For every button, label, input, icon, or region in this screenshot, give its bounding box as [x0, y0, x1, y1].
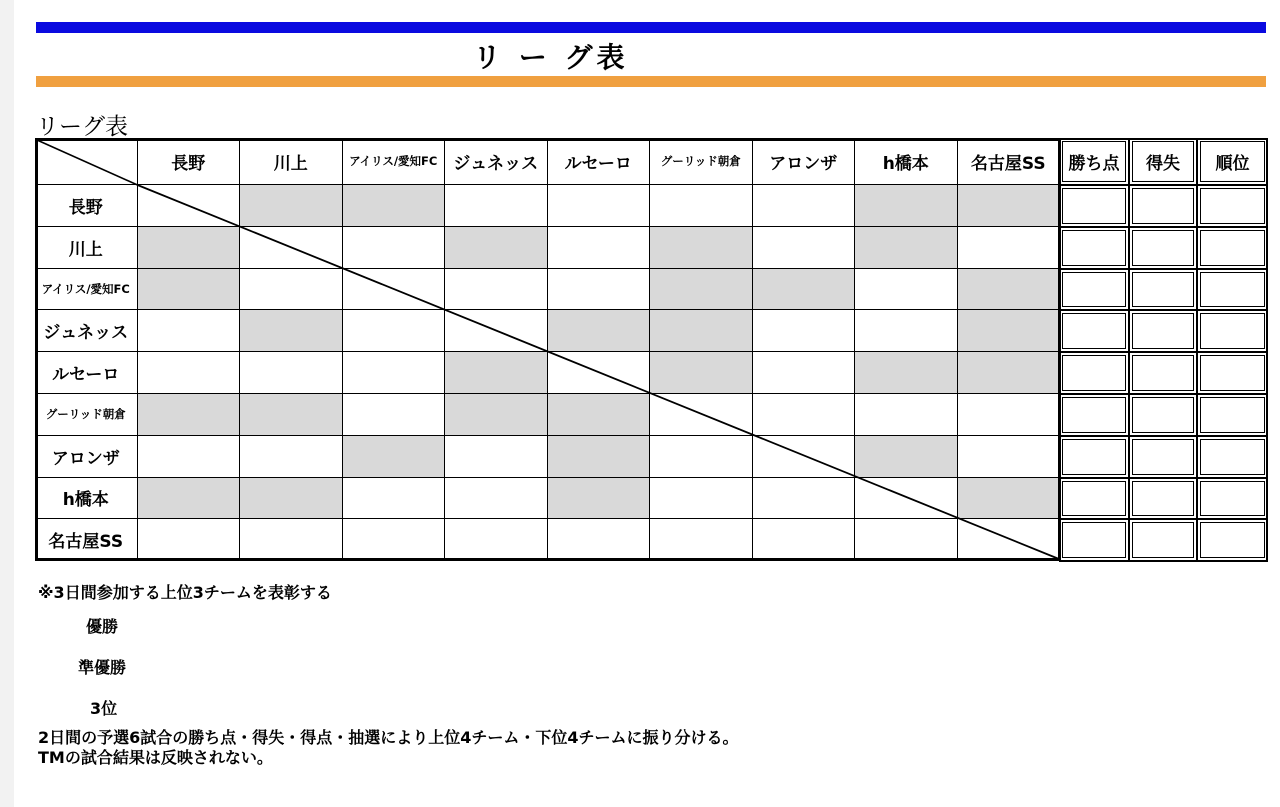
match-cell[interactable] [650, 185, 753, 227]
match-cell[interactable] [753, 436, 856, 478]
match-cell[interactable] [240, 519, 343, 561]
match-cell[interactable] [138, 269, 241, 311]
match-cell[interactable] [753, 269, 856, 311]
match-cell[interactable] [958, 519, 1061, 561]
match-cell[interactable] [138, 185, 241, 227]
column-header: ジュネッス [445, 138, 548, 185]
row-header: ジュネッス [35, 310, 138, 352]
match-cell[interactable] [240, 394, 343, 436]
table-caption: リーグ表 [36, 114, 128, 140]
stats-cell[interactable] [1197, 185, 1268, 227]
column-header: 川上 [240, 138, 343, 185]
stats-cell[interactable] [1059, 352, 1129, 394]
match-cell[interactable] [343, 269, 446, 311]
match-cell[interactable] [958, 269, 1061, 311]
match-cell[interactable] [240, 352, 343, 394]
match-cell[interactable] [343, 185, 446, 227]
match-cell[interactable] [240, 310, 343, 352]
stats-cell[interactable] [1129, 436, 1197, 478]
match-cell[interactable] [958, 436, 1061, 478]
row-header: 長野 [35, 185, 138, 227]
match-cell[interactable] [650, 269, 753, 311]
column-header: グーリッド朝倉 [650, 138, 753, 185]
stats-cell[interactable] [1197, 394, 1268, 436]
match-cell[interactable] [240, 436, 343, 478]
match-cell[interactable] [548, 436, 651, 478]
match-cell[interactable] [855, 269, 958, 311]
match-cell[interactable] [445, 436, 548, 478]
match-cell[interactable] [343, 310, 446, 352]
match-cell[interactable] [958, 352, 1061, 394]
match-cell[interactable] [138, 227, 241, 269]
match-cell[interactable] [855, 185, 958, 227]
standings-table [1059, 138, 1268, 562]
match-cell[interactable] [650, 436, 753, 478]
page-edge [0, 0, 14, 807]
match-cell[interactable] [445, 185, 548, 227]
stats-cell[interactable] [1059, 436, 1129, 478]
match-cell[interactable] [343, 352, 446, 394]
match-cell[interactable] [343, 478, 446, 520]
match-cell[interactable] [548, 227, 651, 269]
match-cell[interactable] [650, 394, 753, 436]
match-cell[interactable] [753, 519, 856, 561]
stats-cell[interactable] [1129, 478, 1197, 520]
footer-line-1: 2日間の予選6試合の勝ち点・得失・得点・抽選により上位4チーム・下位4チームに振り分ける。 [38, 728, 739, 747]
match-cell[interactable] [855, 394, 958, 436]
column-header: アイリス/愛知FC [343, 138, 446, 185]
footer-notes [38, 728, 739, 768]
stats-cell[interactable] [1059, 310, 1129, 352]
stats-header: 得失 [1129, 138, 1197, 185]
stats-cell[interactable] [1059, 185, 1129, 227]
stats-cell[interactable] [1197, 269, 1268, 311]
match-cell[interactable] [958, 478, 1061, 520]
match-cell[interactable] [753, 394, 856, 436]
third-place-label: 3位 [90, 699, 118, 718]
match-cell[interactable] [548, 352, 651, 394]
stats-cell[interactable] [1129, 519, 1197, 561]
match-cell[interactable] [855, 310, 958, 352]
match-cell[interactable] [343, 519, 446, 561]
stats-cell[interactable] [1197, 478, 1268, 520]
match-cell[interactable] [958, 185, 1061, 227]
stats-cell[interactable] [1197, 352, 1268, 394]
match-cell[interactable] [240, 227, 343, 269]
row-header: ルセーロ [35, 352, 138, 394]
bottom-orange-bar [36, 76, 1266, 87]
match-cell[interactable] [753, 185, 856, 227]
match-cell[interactable] [548, 185, 651, 227]
match-cell[interactable] [138, 436, 241, 478]
column-header: 名古屋SS [958, 138, 1061, 185]
top-blue-bar [36, 22, 1266, 33]
row-header: h橋本 [35, 478, 138, 520]
stats-cell[interactable] [1129, 269, 1197, 311]
stats-cell[interactable] [1197, 310, 1268, 352]
row-header: アイリス/愛知FC [35, 269, 138, 311]
league-table [35, 138, 1061, 561]
match-cell[interactable] [548, 519, 651, 561]
stats-cell[interactable] [1129, 352, 1197, 394]
corner-cell [35, 138, 138, 185]
match-cell[interactable] [548, 310, 651, 352]
match-cell[interactable] [855, 519, 958, 561]
stats-cell[interactable] [1129, 394, 1197, 436]
match-cell[interactable] [855, 436, 958, 478]
match-cell[interactable] [240, 269, 343, 311]
footer-line-2: TMの試合結果は反映されない。 [38, 748, 273, 767]
first-place-label: 優勝 [86, 617, 119, 636]
stats-cell[interactable] [1129, 310, 1197, 352]
match-cell[interactable] [445, 394, 548, 436]
match-cell[interactable] [958, 310, 1061, 352]
match-cell[interactable] [753, 478, 856, 520]
match-cell[interactable] [548, 394, 651, 436]
match-cell[interactable] [343, 436, 446, 478]
match-cell[interactable] [650, 519, 753, 561]
column-header: ルセーロ [548, 138, 651, 185]
column-header: アロンザ [753, 138, 856, 185]
match-cell[interactable] [240, 185, 343, 227]
match-cell[interactable] [138, 394, 241, 436]
second-place-label: 準優勝 [78, 658, 127, 677]
match-cell[interactable] [650, 310, 753, 352]
stats-cell[interactable] [1197, 227, 1268, 269]
match-cell[interactable] [753, 352, 856, 394]
match-cell[interactable] [138, 519, 241, 561]
award-note: ※3日間参加する上位3チームを表彰する [38, 583, 332, 602]
stats-cell[interactable] [1129, 227, 1197, 269]
match-cell[interactable] [138, 352, 241, 394]
match-cell[interactable] [958, 394, 1061, 436]
row-header: アロンザ [35, 436, 138, 478]
stats-cell[interactable] [1197, 436, 1268, 478]
match-cell[interactable] [548, 478, 651, 520]
match-cell[interactable] [753, 227, 856, 269]
stats-cell[interactable] [1059, 269, 1129, 311]
match-cell[interactable] [445, 310, 548, 352]
row-header: 川上 [35, 227, 138, 269]
match-cell[interactable] [548, 269, 651, 311]
stats-cell[interactable] [1059, 227, 1129, 269]
stats-cell[interactable] [1197, 519, 1268, 561]
match-cell[interactable] [855, 352, 958, 394]
stats-cell[interactable] [1129, 185, 1197, 227]
row-header: 名古屋SS [35, 519, 138, 561]
row-header: グーリッド朝倉 [35, 394, 138, 436]
match-cell[interactable] [445, 519, 548, 561]
match-cell[interactable] [445, 227, 548, 269]
column-header: h橋本 [855, 138, 958, 185]
match-cell[interactable] [138, 310, 241, 352]
stats-cell[interactable] [1059, 394, 1129, 436]
match-cell[interactable] [445, 478, 548, 520]
match-cell[interactable] [958, 227, 1061, 269]
match-cell[interactable] [445, 269, 548, 311]
match-cell[interactable] [753, 310, 856, 352]
column-header: 長野 [138, 138, 241, 185]
match-cell[interactable] [240, 478, 343, 520]
match-cell[interactable] [343, 394, 446, 436]
match-cell[interactable] [650, 352, 753, 394]
match-cell[interactable] [650, 478, 753, 520]
stats-cell[interactable] [1059, 478, 1129, 520]
match-cell[interactable] [855, 227, 958, 269]
stats-header: 順位 [1197, 138, 1268, 185]
match-cell[interactable] [445, 352, 548, 394]
match-cell[interactable] [650, 227, 753, 269]
match-cell[interactable] [855, 478, 958, 520]
page-title: リ ー グ表 [473, 41, 629, 74]
stats-cell[interactable] [1059, 519, 1129, 561]
stats-header: 勝ち点 [1059, 138, 1129, 185]
match-cell[interactable] [343, 227, 446, 269]
match-cell[interactable] [138, 478, 241, 520]
